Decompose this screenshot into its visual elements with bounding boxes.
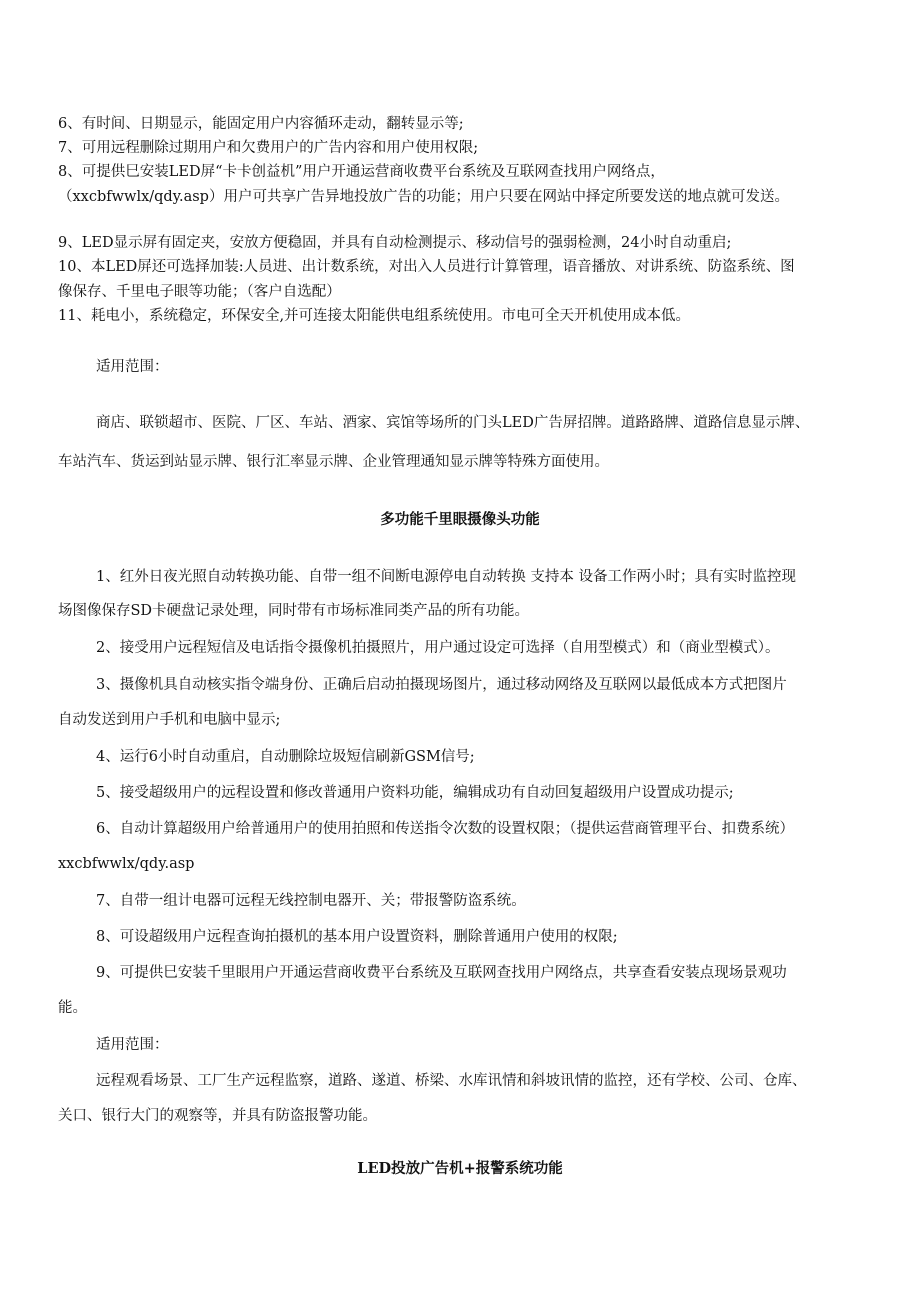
led-item-9: 9、LED显示屏有固定夹，安放方便稳固，并具有自动检测提示、移动信号的强弱检测，24小时自动重启; [58, 235, 732, 251]
camera-section-title: 多功能千里眼摄像头功能 [380, 511, 540, 528]
camera-item-4: 4、运行6小时自动重启，自动删除垃圾短信刷新GSM信号; [96, 749, 475, 765]
camera-item-8: 8、可设超级用户远程查询拍摄机的基本用户设置资料，删除普通用户使用的权限; [96, 929, 618, 945]
camera-item-9-line-1: 9、可提供巳安装千里眼用户开通运营商收费平台系统及互联网查找用户网络点，共享查看安装点现场景观功 [96, 965, 787, 981]
led-scope-line-1: 商店、联锁超市、医院、厂区、车站、酒家、宾馆等场所的门头LED广告屏招牌。道路路牌、道路信息显示牌、 [96, 415, 810, 431]
led-item-8-line-2: （xxcbfwwlx/qdy.asp）用户可共享广告异地投放广告的功能；用户只要在网站中择定所要发送的地点就可发送。 [58, 189, 789, 205]
camera-item-3-line-2: 自动发送到用户手机和电脑中显示; [58, 712, 281, 728]
camera-item-6-line-1: 6、自动计算超级用户给普通用户的使用拍照和传送指令次数的设置权限；（提供运营商管理平台、扣费系统） [96, 821, 794, 837]
led-item-6: 6、有时间、日期显示，能固定用户内容循环走动，翻转显示等; [58, 116, 464, 132]
led-item-7: 7、可用远程删除过期用户和欠费用户的广告内容和用户使用权限; [58, 140, 479, 156]
led-item-10-line-2: 像保存、千里电子眼等功能；（客户自选配） [58, 284, 341, 300]
led-item-8-line-1: 8、可提供巳安装LED屏“卡卡创益机”用户开通运营商收费平台系统及互联网查找用户网络点， [58, 164, 665, 180]
camera-item-1-line-1: 1、红外日夜光照自动转换功能、自带一组不间断电源停电自动转换 支持本 设备工作两小时；具有实时监控现 [96, 569, 796, 585]
led-item-10-line-1: 10、本LED屏还可选择加装:人员进、出计数系统，对出入人员进行计算管理，语音播放、对讲系统、防盗系统、图 [58, 259, 795, 275]
camera-item-9-line-2: 能。 [58, 1000, 87, 1016]
camera-scope-line-2: 关口、银行大门的观察等，并具有防盗报警功能。 [58, 1108, 377, 1124]
camera-item-7: 7、自带一组计电器可远程无线控制电器开、关；带报警防盗系统。 [96, 893, 526, 909]
camera-item-1-line-2: 场图像保存SD卡硬盘记录处理，同时带有市场标准同类产品的所有功能。 [58, 603, 530, 619]
led-item-11: 11、耗电小，系统稳定，环保安全,并可连接太阳能供电组系统使用。市电可全天开机使用成本低。 [58, 308, 691, 324]
camera-item-6-line-2: xxcbfwwlx/qdy.asp [58, 856, 195, 872]
camera-scope-label: 适用范围： [96, 1037, 169, 1053]
camera-item-3-line-1: 3、摄像机具自动核实指令端身份、正确后启动拍摄现场图片，通过移动网络及互联网以最低成本方式把图片 [96, 677, 787, 693]
led-alarm-section-title: LED投放广告机+报警系统功能 [357, 1160, 563, 1177]
led-scope-label: 适用范围： [96, 359, 169, 375]
camera-item-5: 5、接受超级用户的远程设置和修改普通用户资料功能，编辑成功有自动回复超级用户设置成功提示; [96, 785, 734, 801]
camera-item-2: 2、接受用户远程短信及电话指令摄像机拍摄照片，用户通过设定可选择（自用型模式）和（商业型模式）。 [96, 640, 780, 656]
camera-scope-line-1: 远程观看场景、工厂生产远程监察，道路、遂道、桥梁、水库讯情和斜坡讯情的监控，还有学校、公司、仓库、 [96, 1073, 807, 1089]
led-scope-line-2: 车站汽车、货运到站显示牌、银行汇率显示牌、企业管理通知显示牌等特殊方面使用。 [58, 454, 609, 470]
